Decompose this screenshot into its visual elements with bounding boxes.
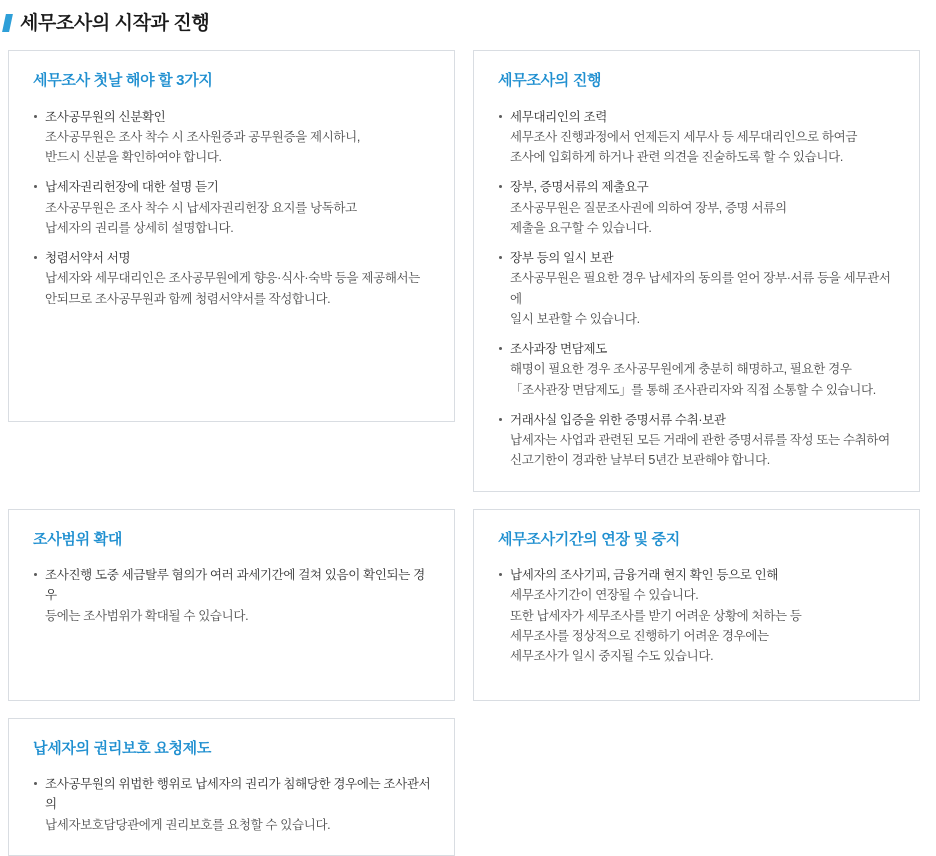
list-item-head: 조사진행 도중 세금탈루 혐의가 여러 과세기간에 걸쳐 있음이 확인되는 경우: [45, 568, 425, 603]
list-item-head: 장부 등의 일시 보관: [510, 251, 614, 265]
list-item-line: 납세자보호담당관에게 권리보호를 요청할 수 있습니다.: [45, 817, 331, 832]
list-item-line: 세무조사기간이 연장될 수 있습니다.: [510, 588, 699, 603]
list-item-head: 세무대리인의 조력: [510, 109, 607, 124]
list-item: [498, 177, 897, 238]
list-item: [33, 774, 432, 835]
list-item-body: [510, 430, 897, 471]
bullet-list: [33, 107, 432, 309]
list-item: [498, 410, 897, 471]
list-item-line: 납세자는 사업과 관련된 모든 거래에 관한 증명서류를 작성 또는 수취하여: [510, 433, 890, 447]
list-item-body: [510, 127, 897, 168]
list-item-body: [45, 606, 432, 626]
list-item-line: 반드시 신분을 확인하여야 합니다.: [45, 150, 222, 164]
list-item: [33, 177, 432, 238]
list-item-line: 제출을 요구할 수 있습니다.: [510, 220, 652, 235]
list-item-head: 거래사실 입증을 위한 증명서류 수취·보관: [510, 412, 726, 427]
bullet-list: [33, 565, 432, 626]
card-josabeomwi-hwakdae: [8, 509, 455, 701]
list-item: [33, 248, 432, 309]
card-josagigan-yeonjang-jungji: [473, 509, 920, 701]
bullet-list: [33, 774, 432, 835]
list-item-line: 일시 보관할 수 있습니다.: [510, 311, 640, 326]
list-item-line: 세무조사를 정상적으로 진행하기 어려운 경우에는: [510, 628, 769, 643]
list-item: [33, 107, 432, 168]
page-title-text: 세무조사의 시작과 진행: [20, 12, 210, 34]
list-item-line: 등에는 조사범위가 확대될 수 있습니다.: [45, 608, 249, 623]
page-title: [0, 0, 936, 38]
list-item-head: 조사공무원의 위법한 행위로 납세자의 권리가 침해당한 경우에는 조사관서의: [45, 777, 431, 812]
list-item-line: 세무조사 진행과정에서 언제든지 세무사 등 세무대리인으로 하여금: [510, 129, 858, 144]
list-item-head: 조사과장 면담제도: [510, 342, 607, 356]
list-item: [33, 565, 432, 626]
list-item-body: [510, 198, 897, 239]
list-item-head: 조사공무원의 신분확인: [45, 109, 166, 124]
list-item-line: 신고기한이 경과한 날부터 5년간 보관해야 합니다.: [510, 453, 770, 468]
list-item: [498, 339, 897, 400]
list-item-line: 조사에 입회하게 하거나 관련 의견을 진술하도록 할 수 있습니다.: [510, 150, 843, 164]
list-item: [498, 248, 897, 329]
list-item-line: 안되므로 조사공무원과 함께 청렴서약서를 작성합니다.: [45, 291, 331, 306]
list-item-body: [45, 268, 432, 309]
bullet-list: [498, 565, 897, 666]
list-item-body: [510, 359, 897, 400]
list-item-line: 조사공무원은 질문조사권에 의하여 장부, 증명 서류의: [510, 200, 787, 215]
list-item-head: 청렴서약서 서명: [45, 251, 131, 265]
list-item-line: 조사공무원은 조사 착수 시 납세자권리헌장 요지를 낭독하고: [45, 200, 357, 215]
list-item: [498, 565, 897, 666]
list-item-line: 해명이 필요한 경우 조사공무원에게 충분히 해명하고, 필요한 경우: [510, 362, 852, 377]
list-item-line: 또한 납세자가 세무조사를 받기 어려운 상황에 처하는 등: [510, 608, 802, 623]
list-item-line: 납세자와 세무대리인은 조사공무원에게 향응·식사·숙박 등을 제공해서는: [45, 271, 420, 286]
list-item-line: 조사공무원은 조사 착수 시 조사원증과 공무원증을 제시하니,: [45, 129, 360, 144]
bullet-list: [498, 107, 897, 471]
list-item-body: [510, 268, 897, 329]
card-title: 납세자의 권리보호 요청제도: [33, 739, 212, 757]
card-title: 조사범위 확대: [33, 530, 123, 548]
list-item-line: 「조사관장 면담제도」를 통해 조사관리자와 직접 소통할 수 있습니다.: [510, 382, 876, 397]
card-title: 세무조사 첫날 해야 할 3가지: [33, 72, 213, 89]
list-item-body: [45, 127, 432, 168]
accent-bar-icon: [2, 14, 13, 32]
list-item-head: 납세자권리헌장에 대한 설명 듣기: [45, 180, 219, 195]
list-item-line: 조사공무원은 필요한 경우 납세자의 동의를 얻어 장부·서류 등을 세무관서에: [510, 271, 891, 306]
card-sejomujosa-jinhaeng: [473, 50, 920, 492]
card-sejomujosa-cheotnal: [8, 50, 455, 422]
list-item-line: 세무조사가 일시 중지될 수도 있습니다.: [510, 649, 714, 663]
list-item-head: 장부, 증명서류의 제출요구: [510, 180, 649, 195]
card-title: 세무조사의 진행: [498, 72, 602, 89]
card-title: 세무조사기간의 연장 및 중지: [498, 530, 680, 548]
list-item-line: 납세자의 권리를 상세히 설명합니다.: [45, 220, 234, 235]
card-gwonribo-ho-yocheong: [8, 718, 455, 856]
list-item-body: [45, 815, 432, 835]
card-grid: [0, 38, 936, 856]
list-item-body: [45, 198, 432, 239]
list-item-body: [510, 585, 897, 666]
list-item: [498, 107, 897, 168]
list-item-head: 납세자의 조사기피, 금융거래 현지 확인 등으로 인해: [510, 568, 779, 582]
